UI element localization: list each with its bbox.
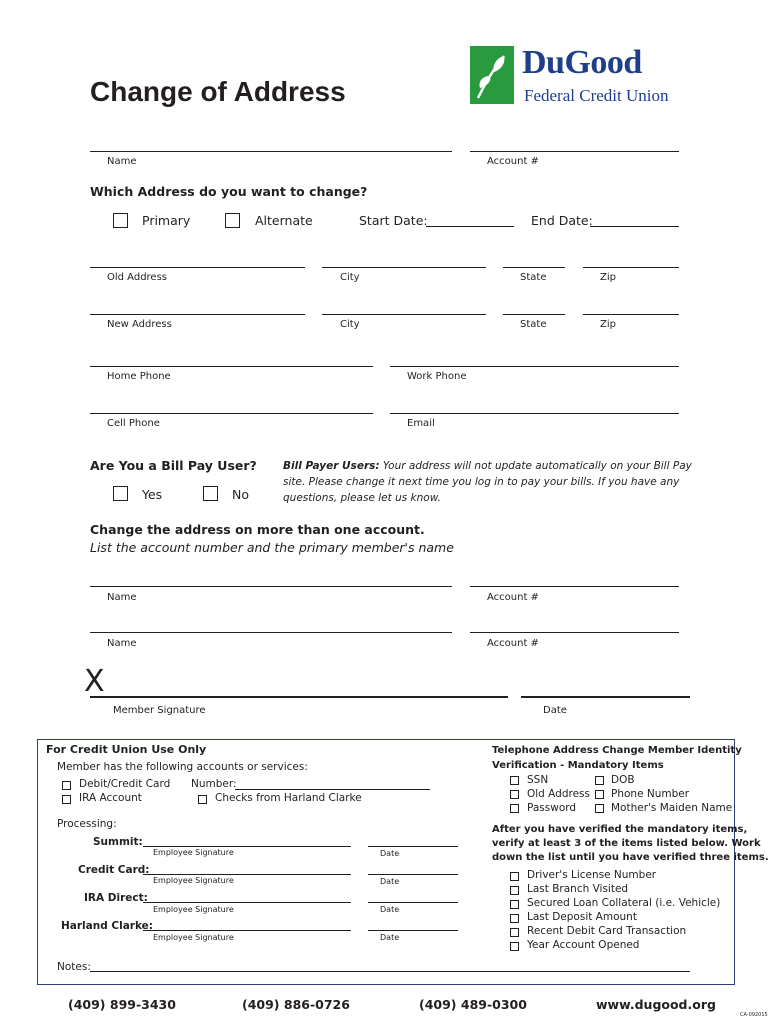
signature-date-field[interactable] bbox=[521, 668, 690, 696]
maiden-name-label: Mother's Maiden Name bbox=[611, 802, 733, 814]
work-phone-label: Work Phone bbox=[407, 371, 467, 382]
ssn-label: SSN bbox=[527, 774, 549, 786]
processing-label: Processing: bbox=[57, 818, 117, 830]
end-date-label: End Date: bbox=[531, 213, 593, 228]
old-address-field[interactable] bbox=[90, 248, 305, 267]
home-phone-label: Home Phone bbox=[107, 371, 171, 382]
drivers-license-checkbox[interactable] bbox=[510, 872, 519, 881]
alternate-checkbox[interactable] bbox=[225, 213, 240, 228]
new-state-label: State bbox=[520, 319, 547, 330]
ira-account-checkbox[interactable] bbox=[62, 795, 71, 804]
home-phone-field[interactable] bbox=[90, 346, 373, 366]
notes-field[interactable] bbox=[90, 957, 690, 971]
signature-x-mark: X bbox=[84, 664, 105, 699]
cell-phone-field[interactable] bbox=[90, 393, 373, 413]
summit-label: Summit: bbox=[93, 836, 143, 848]
after-verify-instructions bbox=[492, 823, 769, 865]
notes-label: Notes: bbox=[57, 961, 91, 973]
work-phone-field[interactable] bbox=[390, 346, 679, 366]
loan-collateral-label: Secured Loan Collateral (i.e. Vehicle) bbox=[527, 897, 721, 909]
footer-form-code: CA-092015 bbox=[740, 1012, 768, 1018]
bill-pay-note-line3: questions, please let us know. bbox=[283, 492, 441, 504]
old-zip-label: Zip bbox=[600, 272, 616, 283]
after-verify-line2: verify at least 3 of the items listed below. Work bbox=[492, 838, 761, 849]
multi-name-label-1: Name bbox=[107, 592, 137, 603]
summit-emp-sig-label: Employee Signature bbox=[153, 848, 234, 857]
footer-website[interactable]: www.dugood.org bbox=[596, 997, 716, 1012]
end-date-field[interactable] bbox=[590, 210, 679, 226]
multi-account-label-1: Account # bbox=[487, 592, 539, 603]
member-signature-field[interactable] bbox=[90, 668, 508, 696]
harland-clarke-emp-sig-label: Employee Signature bbox=[153, 933, 234, 942]
summit-signature-field[interactable] bbox=[143, 832, 351, 846]
start-date-field[interactable] bbox=[426, 210, 514, 226]
maiden-name-checkbox[interactable] bbox=[595, 804, 604, 813]
multi-account-field-2[interactable] bbox=[470, 612, 679, 632]
logo-name: DuGood bbox=[522, 44, 642, 81]
footer-phone-2: (409) 886-0726 bbox=[242, 997, 350, 1012]
primary-checkbox[interactable] bbox=[113, 213, 128, 228]
debit-card-label: Debit/Credit Card bbox=[79, 778, 171, 790]
new-address-field[interactable] bbox=[90, 295, 305, 314]
verification-title bbox=[492, 743, 742, 773]
multi-name-label-2: Name bbox=[107, 638, 137, 649]
which-address-question: Which Address do you want to change? bbox=[90, 184, 368, 199]
year-opened-checkbox[interactable] bbox=[510, 942, 519, 951]
debit-transaction-checkbox[interactable] bbox=[510, 928, 519, 937]
bill-pay-note bbox=[283, 458, 692, 506]
new-zip-field[interactable] bbox=[583, 295, 679, 314]
footer-phone-1: (409) 899-3430 bbox=[68, 997, 176, 1012]
multi-account-label-2: Account # bbox=[487, 638, 539, 649]
alternate-label: Alternate bbox=[255, 213, 313, 228]
old-state-field[interactable] bbox=[503, 248, 565, 267]
bill-pay-yes-label: Yes bbox=[142, 487, 163, 502]
ira-account-label: IRA Account bbox=[79, 792, 142, 804]
number-label: Number: bbox=[191, 778, 237, 790]
name-label: Name bbox=[107, 156, 137, 167]
loan-collateral-checkbox[interactable] bbox=[510, 900, 519, 909]
verification-title-line1: Telephone Address Change Member Identity bbox=[492, 745, 742, 756]
member-signature-label: Member Signature bbox=[113, 705, 206, 716]
credit-card-date-label: Date bbox=[380, 877, 400, 886]
new-city-label: City bbox=[340, 319, 360, 330]
signature-date-label: Date bbox=[543, 705, 567, 716]
credit-card-emp-sig-label: Employee Signature bbox=[153, 876, 234, 885]
drivers-license-label: Driver's License Number bbox=[527, 869, 657, 881]
multi-account-field-1[interactable] bbox=[470, 566, 679, 586]
summit-date-label: Date bbox=[380, 849, 400, 858]
old-address-verify-checkbox[interactable] bbox=[510, 790, 519, 799]
harland-clarke-label: Harland Clarke: bbox=[61, 920, 153, 932]
cell-phone-label: Cell Phone bbox=[107, 418, 160, 429]
old-zip-field[interactable] bbox=[583, 248, 679, 267]
last-branch-label: Last Branch Visited bbox=[527, 883, 629, 895]
harland-clarke-date-label: Date bbox=[380, 933, 400, 942]
last-branch-checkbox[interactable] bbox=[510, 886, 519, 895]
ira-direct-date-field[interactable] bbox=[368, 888, 458, 902]
after-verify-line3: down the list until you have verified three items. bbox=[492, 852, 769, 863]
new-state-field[interactable] bbox=[503, 295, 565, 314]
bill-pay-no-checkbox[interactable] bbox=[203, 486, 218, 501]
ira-direct-signature-field[interactable] bbox=[143, 888, 351, 902]
verification-title-line2: Verification - Mandatory Items bbox=[492, 760, 664, 771]
old-city-field[interactable] bbox=[322, 248, 486, 267]
new-address-label: New Address bbox=[107, 319, 172, 330]
email-label: Email bbox=[407, 418, 435, 429]
multi-name-field-1[interactable] bbox=[90, 566, 452, 586]
old-city-label: City bbox=[340, 272, 360, 283]
ssn-checkbox[interactable] bbox=[510, 776, 519, 785]
credit-card-label: Credit Card: bbox=[78, 864, 150, 876]
phone-number-label: Phone Number bbox=[611, 788, 690, 800]
bill-pay-yes-checkbox[interactable] bbox=[113, 486, 128, 501]
harland-clarke-signature-field[interactable] bbox=[143, 916, 351, 930]
after-verify-line1: After you have verified the mandatory items, bbox=[492, 824, 748, 835]
multi-account-heading: Change the address on more than one account. bbox=[90, 522, 425, 537]
new-zip-label: Zip bbox=[600, 319, 616, 330]
old-address-label: Old Address bbox=[107, 272, 167, 283]
logo-subtitle: Federal Credit Union bbox=[524, 86, 669, 105]
debit-card-checkbox[interactable] bbox=[62, 781, 71, 790]
account-field[interactable] bbox=[470, 130, 679, 151]
phone-number-checkbox[interactable] bbox=[595, 790, 604, 799]
ira-direct-emp-sig-label: Employee Signature bbox=[153, 905, 234, 914]
dob-checkbox[interactable] bbox=[595, 776, 604, 785]
old-address-verify-label: Old Address bbox=[527, 788, 590, 800]
account-label: Account # bbox=[487, 156, 539, 167]
cu-member-has: Member has the following accounts or services: bbox=[57, 761, 308, 773]
harland-clarke-date-field[interactable] bbox=[368, 916, 458, 930]
cu-use-title: For Credit Union Use Only bbox=[46, 743, 207, 756]
email-field[interactable] bbox=[390, 393, 679, 413]
logo bbox=[470, 46, 680, 108]
name-field[interactable] bbox=[90, 130, 452, 151]
leaf-icon bbox=[470, 46, 514, 104]
debit-transaction-label: Recent Debit Card Transaction bbox=[527, 925, 687, 937]
dob-label: DOB bbox=[611, 774, 635, 786]
old-state-label: State bbox=[520, 272, 547, 283]
last-deposit-label: Last Deposit Amount bbox=[527, 911, 637, 923]
credit-card-signature-field[interactable] bbox=[143, 860, 351, 874]
ira-direct-label: IRA Direct: bbox=[84, 892, 148, 904]
year-opened-label: Year Account Opened bbox=[527, 939, 640, 951]
checks-harland-checkbox[interactable] bbox=[198, 795, 207, 804]
last-deposit-checkbox[interactable] bbox=[510, 914, 519, 923]
footer-phone-3: (409) 489-0300 bbox=[419, 997, 527, 1012]
password-checkbox[interactable] bbox=[510, 804, 519, 813]
credit-card-date-field[interactable] bbox=[368, 860, 458, 874]
checks-harland-label: Checks from Harland Clarke bbox=[215, 792, 362, 804]
bill-pay-question: Are You a Bill Pay User? bbox=[90, 458, 257, 473]
multi-name-field-2[interactable] bbox=[90, 612, 452, 632]
ira-direct-date-label: Date bbox=[380, 905, 400, 914]
password-label: Password bbox=[527, 802, 577, 814]
page-title: Change of Address bbox=[90, 76, 346, 107]
summit-date-field[interactable] bbox=[368, 832, 458, 846]
bill-pay-note-line2: site. Please change it next time you log in to pay your bills. If you have any bbox=[283, 476, 680, 488]
bill-pay-note-line1: Your address will not update automatically on your Bill Pay bbox=[382, 460, 692, 472]
bill-pay-note-lead: Bill Payer Users: bbox=[283, 460, 380, 472]
new-city-field[interactable] bbox=[322, 295, 486, 314]
card-number-field[interactable] bbox=[235, 776, 430, 789]
start-date-label: Start Date: bbox=[359, 213, 428, 228]
primary-label: Primary bbox=[142, 213, 191, 228]
multi-account-sub: List the account number and the primary member's name bbox=[90, 540, 454, 555]
bill-pay-no-label: No bbox=[232, 487, 249, 502]
